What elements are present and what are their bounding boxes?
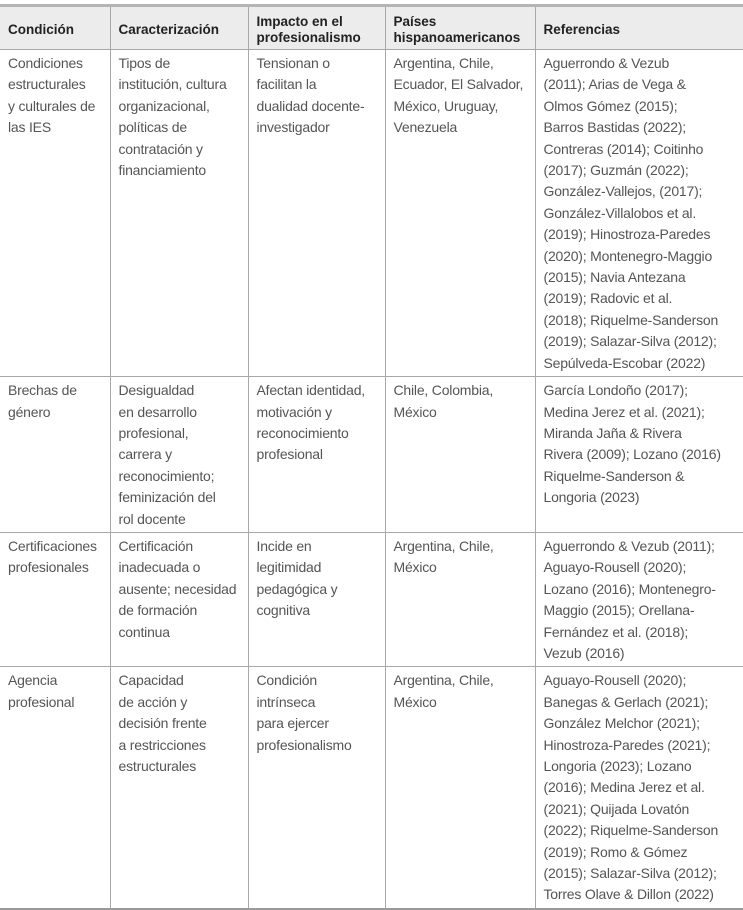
table-row (0, 667, 743, 909)
cell-caracterizacion: Certificación inadecuada o ausente; necesidad de formación continua (110, 532, 248, 666)
cell-impacto: Tensionan o facilitan la dualidad docente- investigador (248, 50, 385, 377)
cell-paises: Argentina, Chile, México (385, 667, 535, 909)
cell-paises: Chile, Colombia, México (385, 377, 535, 533)
cell-condicion: Brechas de género (0, 377, 110, 533)
cell-impacto: Afectan identidad, motivación y reconocimiento profesional (248, 377, 385, 533)
cell-condicion: Certificaciones profesionales (0, 532, 110, 666)
header-paises: Países hispanoamericanos (385, 6, 535, 50)
cell-condicion: Agencia profesional (8, 672, 75, 710)
table-row (0, 532, 743, 666)
header-condicion: Condición (0, 6, 110, 50)
header-row (0, 6, 743, 50)
cell-caracterizacion: Desigualdad en desarrollo profesional, carrera y reconocimiento; feminización del rol docente (110, 377, 248, 533)
cell-caracterizacion: Tipos de institución, cultura organizacional, políticas de contratación y financiamiento (110, 50, 248, 377)
cell-paises: Argentina, Chile, Ecuador, El Salvador, México, Uruguay, Venezuela (385, 50, 535, 377)
header-referencias: Referencias (535, 6, 743, 50)
cell-referencias: Aguerrondo & Vezub (2011); Arias de Vega & Olmos Gómez (2015); Barros Bastidas (2022); Contreras (2014); Coitinho (2017); Guzmán (2022); González-Vallejos, (2017); González-Villalobos et al. (2019); Hinostroza-Paredes (2020); Montenegro-Maggio (2015); Navia Antezana (2019); Radovic et al. (2018); Riquelme-Sanderson (2019); Salazar-Silva (2012); Sepúlveda-Escobar (2022) (535, 50, 743, 377)
cell-referencias: Aguerrondo & Vezub (2011); Aguayo-Rousell (2020); Lozano (2016); Montenegro- Maggio (2015); Orellana- Fernández et al. (2018); Vezub (2016) (535, 532, 743, 666)
table-row (0, 377, 743, 533)
cell-caracterizacion: Capacidad de acción y decisión frente a restricciones estructurales (110, 667, 248, 909)
conditions-table (0, 4, 743, 910)
cell-referencias: Aguayo-Rousell (2020); Banegas & Gerlach (2021); González Melchor (2021); Hinostroza-Paredes (2021); Longoria (2023); Lozano (2016); Medina Jerez et al. (2021); Quijada Lovatón (2022); Riquelme-Sanderson (2019); Romo & Gómez (2015); Salazar-Silva (2012); Torres Olave & Dillon (2022) (535, 667, 743, 909)
cell-impacto: Incide en legitimidad pedagógica y cognitiva (248, 532, 385, 666)
cell-impacto: Condición intrínseca para ejercer profesionalismo (248, 667, 385, 909)
cell-paises: Argentina, Chile, México (385, 532, 535, 666)
cell-condicion: Condiciones estructurales y culturales de las IES (0, 50, 110, 377)
header-impacto: Impacto en el profesionalismo (248, 6, 385, 50)
table-row (0, 50, 743, 377)
header-caracterizacion: Caracterización (110, 6, 248, 50)
cell-referencias: García Londoño (2017); Medina Jerez et al. (2021); Miranda Jaña & Rivera Rivera (2009); Lozano (2016) Riquelme-Sanderson & Longoria (2023) (535, 377, 743, 533)
